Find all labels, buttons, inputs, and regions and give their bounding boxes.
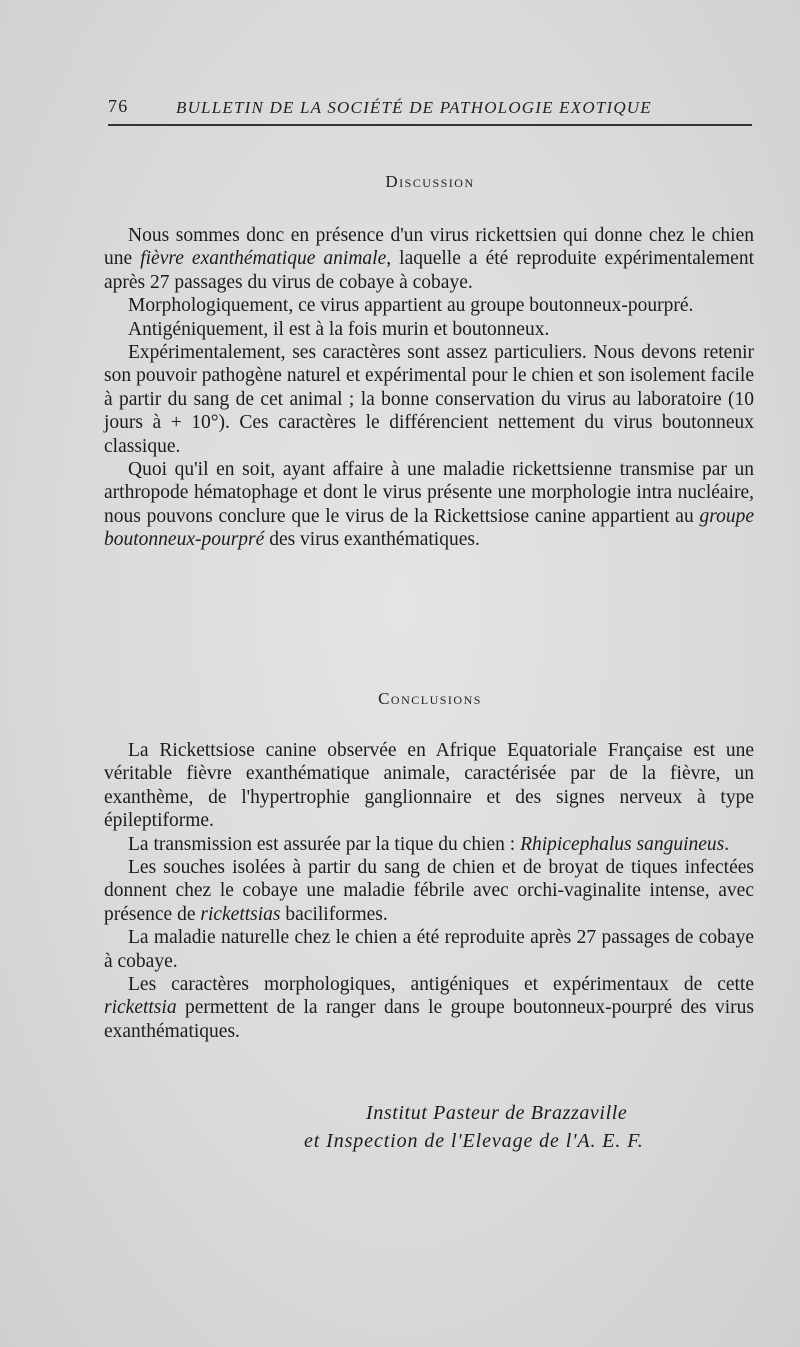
conclusions-paragraph-1: La Rickettsiose canine observée en Afrique Equatoriale Française est une véritable fièvre exanthématique animale, caractérisée par de la fièvre, un exanthème, de l'hypertrophie ganglionnaire et des signes nerveux à type épileptiforme. [104,740,754,832]
conclusions-paragraph-2: La transmission est assurée par la tique du chien : Rhipicephalus sanguineus. [128,833,730,855]
conclusions-heading: Conclusions [378,689,482,708]
discussion-paragraph-2: Morphologiquement, ce virus appartient au groupe boutonneux-pourpré. [128,295,694,317]
italic-term: rickettsia [104,997,177,1019]
journal-title: BULLETIN DE LA SOCIÉTÉ DE PATHOLOGIE EXOTIQUE [176,98,652,117]
discussion-paragraph-5: Quoi qu'il en soit, ayant affaire à une maladie rickettsienne transmise par un arthropode hématophage et dont le virus présente une morphologie intra nucléaire, nous pouvons conclure que le virus de la Rickettsiose canine appartient au groupe boutonneux-pourpré des virus exanthématiques. [104,459,754,551]
italic-term: rickettsias [200,903,281,925]
discussion-body [104,224,754,552]
page-number: 76 [108,96,129,116]
signature-institution: Institut Pasteur de Brazzaville [366,1102,628,1124]
italic-term: Rhipicephalus sanguineus [520,833,725,855]
conclusions-body [104,739,754,1043]
conclusions-paragraph-4: La maladie naturelle chez le chien a été reproduite après 27 passages de cobaye à cobaye. [104,927,754,972]
discussion-heading: Discussion [385,172,475,191]
italic-term: groupe boutonneux-pourpré [104,505,754,551]
discussion-paragraph-4: Expérimentalement, ses caractères sont assez particuliers. Nous devons retenir son pouvoir pathogène naturel et expérimental pour le chien et son isolement facile à partir du sang de cet animal ; la bonne conservation du virus au laboratoire (10 jours à + 10°). Ces caractères le différencient nettement du virus boutonneux classique. [104,342,754,457]
italic-term: fièvre exanthématique animale [140,248,387,270]
signature-inspection: et Inspection de l'Elevage de l'A. E. F. [304,1130,644,1152]
discussion-paragraph-1: Nous sommes donc en présence d'un virus rickettsien qui donne chez le chien une fièvre exanthématique animale, laquelle a été reproduite expérimentalement après 27 passages du virus de cobaye à cobaye. [104,225,754,293]
running-header [108,96,750,126]
discussion-paragraph-3: Antigéniquement, il est à la fois murin et boutonneux. [128,318,550,340]
header-rule [108,124,752,126]
conclusions-paragraph-5: Les caractères morphologiques, antigéniques et expérimentaux de cette rickettsia permettent de la ranger dans le groupe boutonneux-pourpré des virus exanthématiques. [104,974,754,1042]
conclusions-paragraph-3: Les souches isolées à partir du sang de chien et de broyat de tiques infectées donnent chez le cobaye une maladie fébrile avec orchi-vaginalite intense, avec présence de rickettsias baciliformes. [104,857,754,925]
